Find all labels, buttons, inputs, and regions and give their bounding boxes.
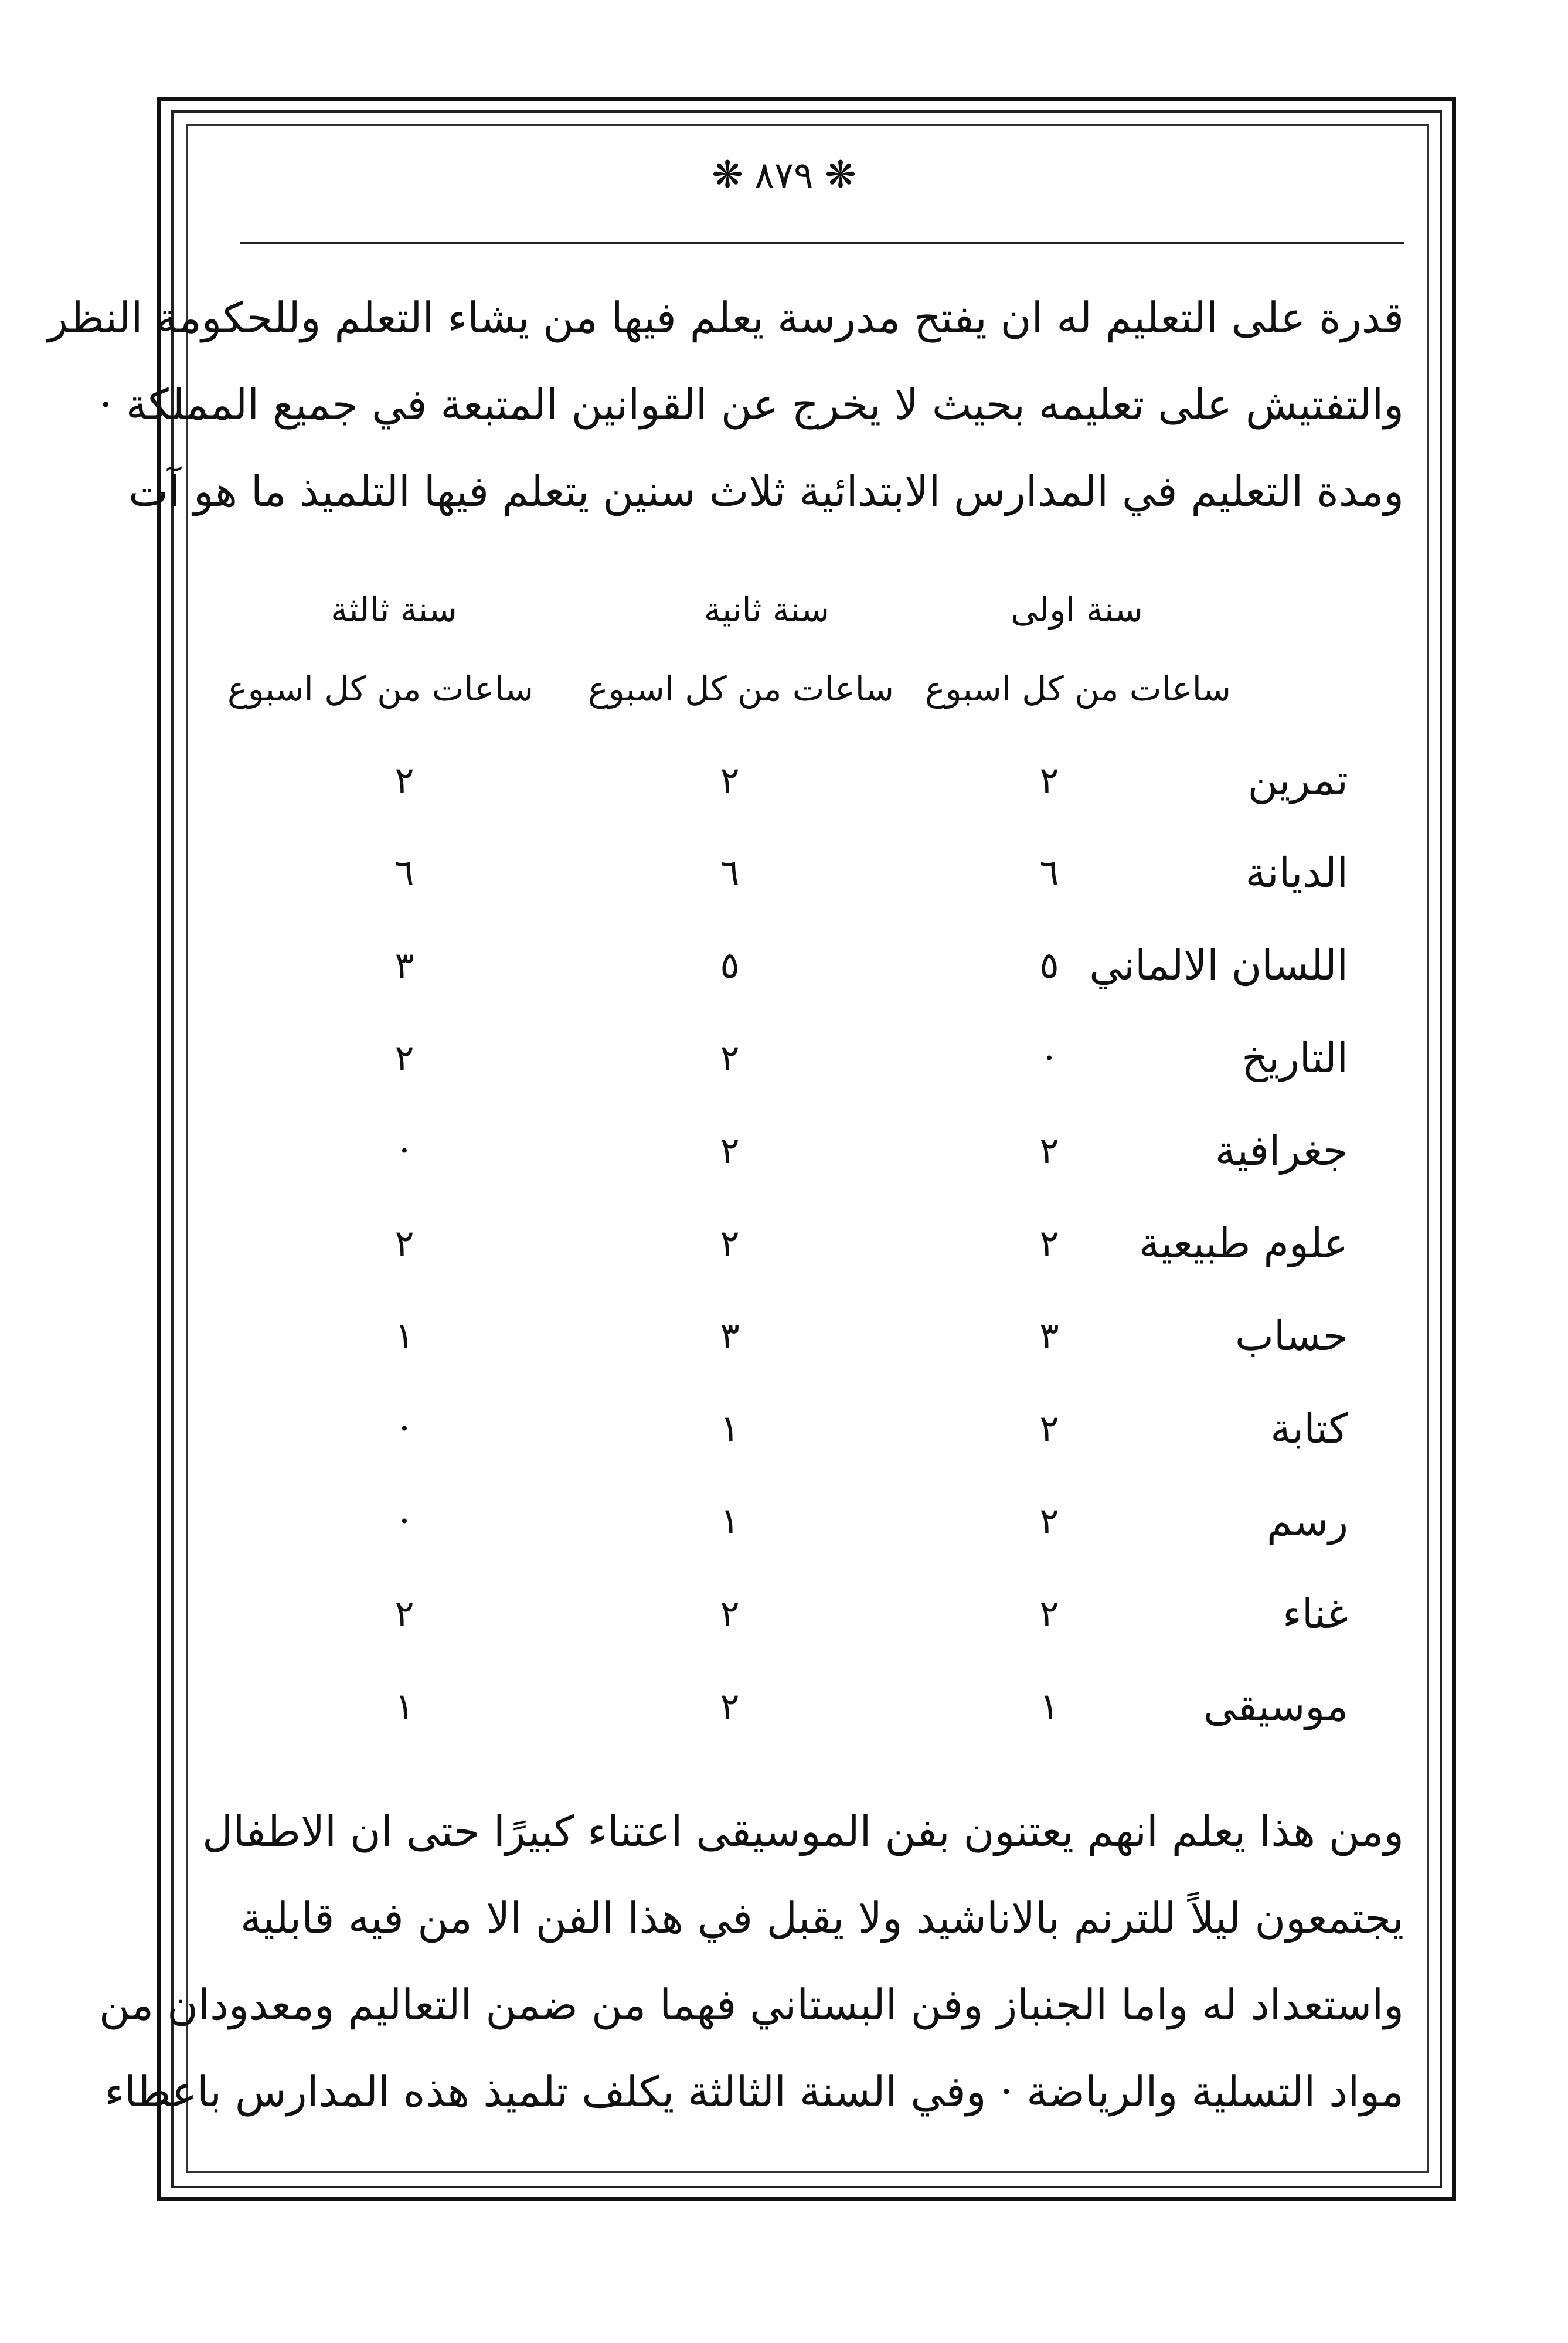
hours-cell-year-2: ٢ [720, 1036, 740, 1079]
subject-label: تمرين [1247, 756, 1348, 804]
hours-cell-year-2: ٣ [720, 1314, 740, 1357]
hours-cell-year-2: ٢ [720, 759, 740, 801]
subject-label: حساب [1235, 1312, 1348, 1360]
hours-cell-year-3: ٢ [394, 1036, 414, 1079]
hours-cell-year-3: ٣ [394, 944, 414, 987]
hours-cell-year-2: ٢ [720, 1685, 740, 1728]
hours-cell-year-1: ٢ [1039, 1129, 1059, 1172]
hours-cell-year-1: ٣ [1039, 1314, 1059, 1357]
subject-label: موسيقى [1203, 1682, 1348, 1730]
subject-label: جغرافية [1215, 1127, 1348, 1175]
hours-cell-year-3: · [399, 1499, 410, 1542]
outro-paragraph [98, 1788, 1404, 2135]
hours-cell-year-3: ٢ [394, 1222, 414, 1264]
subject-label: اللسان الالماني [1089, 941, 1348, 989]
subject-label: علوم طبيعية [1138, 1219, 1348, 1267]
text-line: والتفتيش على تعليمه بحيث لا يخرج عن القوانين المتبعة في جميع المملكة · [99, 380, 1404, 429]
hours-cell-year-2: ٢ [720, 1592, 740, 1635]
hours-cell-year-2: ٥ [720, 944, 740, 987]
subject-label: رسم [1266, 1497, 1348, 1545]
header-rule [240, 242, 1404, 244]
year-3-hours-header: ساعات من كل اسبوع [227, 669, 533, 709]
text-line: قدرة على التعليم له ان يفتح مدرسة يعلم فيها من يشاء التعلم وللحكومة النظر [47, 293, 1404, 342]
subject-label: غناء [1283, 1590, 1348, 1638]
hours-cell-year-1: ٥ [1039, 944, 1059, 987]
hours-cell-year-2: ٦ [720, 851, 740, 894]
subject-label: كتابة [1270, 1405, 1348, 1453]
year-1-header: سنة اولى [1011, 590, 1143, 630]
flower-ornament-icon: ❋ [712, 154, 743, 197]
hours-cell-year-2: ٢ [720, 1222, 740, 1264]
text-line: مواد التسلية والرياضة · وفي السنة الثالثة يكلف تلميذ هذه المدارس باعطاء [104, 2067, 1404, 2116]
hours-cell-year-1: ٢ [1039, 1222, 1059, 1264]
text-line: ومن هذا يعلم انهم يعتنون بفن الموسيقى اعتناء كبيرًا حتى ان الاطفال [202, 1807, 1404, 1856]
hours-cell-year-1: ٢ [1039, 1499, 1059, 1542]
hours-cell-year-3: ٦ [394, 851, 414, 894]
subject-label: الديانة [1245, 849, 1348, 897]
year-2-header: سنة ثانية [703, 590, 829, 630]
hours-cell-year-2: ١ [720, 1407, 740, 1450]
hours-cell-year-3: ١ [394, 1314, 414, 1357]
subject-label: التاريخ [1242, 1034, 1348, 1082]
flower-ornament-icon: ❋ [825, 154, 856, 197]
hours-cell-year-3: ٢ [394, 759, 414, 801]
year-2-hours-header: ساعات من كل اسبوع [588, 669, 894, 709]
hours-cell-year-3: · [399, 1407, 410, 1450]
hours-cell-year-1: ١ [1039, 1685, 1059, 1728]
year-1-hours-header: ساعات من كل اسبوع [925, 669, 1231, 709]
text-line: ومدة التعليم في المدارس الابتدائية ثلاث سنين يتعلم فيها التلميذ ما هو آت [128, 467, 1404, 516]
intro-paragraph [47, 274, 1404, 535]
text-line: يجتمعون ليلاً للترنم بالاناشيد ولا يقبل في هذا الفن الا من فيه قابلية [240, 1893, 1404, 1943]
page-number: ٨٧٩ [754, 154, 814, 196]
text-line: واستعداد له واما الجنباز وفن البستاني فهما من ضمن التعاليم ومعدودان من [98, 1980, 1404, 2029]
hours-cell-year-2: ١ [720, 1499, 740, 1542]
hours-cell-year-3: ٢ [394, 1592, 414, 1635]
year-3-header: سنة ثالثة [331, 590, 457, 630]
hours-cell-year-1: ٢ [1039, 759, 1059, 801]
hours-cell-year-1: ٦ [1039, 851, 1059, 894]
hours-cell-year-3: · [399, 1129, 410, 1172]
hours-cell-year-2: ٢ [720, 1129, 740, 1172]
page-number-header [0, 154, 1568, 197]
hours-cell-year-3: ١ [394, 1685, 414, 1728]
hours-cell-year-1: ٢ [1039, 1407, 1059, 1450]
hours-cell-year-1: · [1043, 1036, 1055, 1079]
hours-cell-year-1: ٢ [1039, 1592, 1059, 1635]
